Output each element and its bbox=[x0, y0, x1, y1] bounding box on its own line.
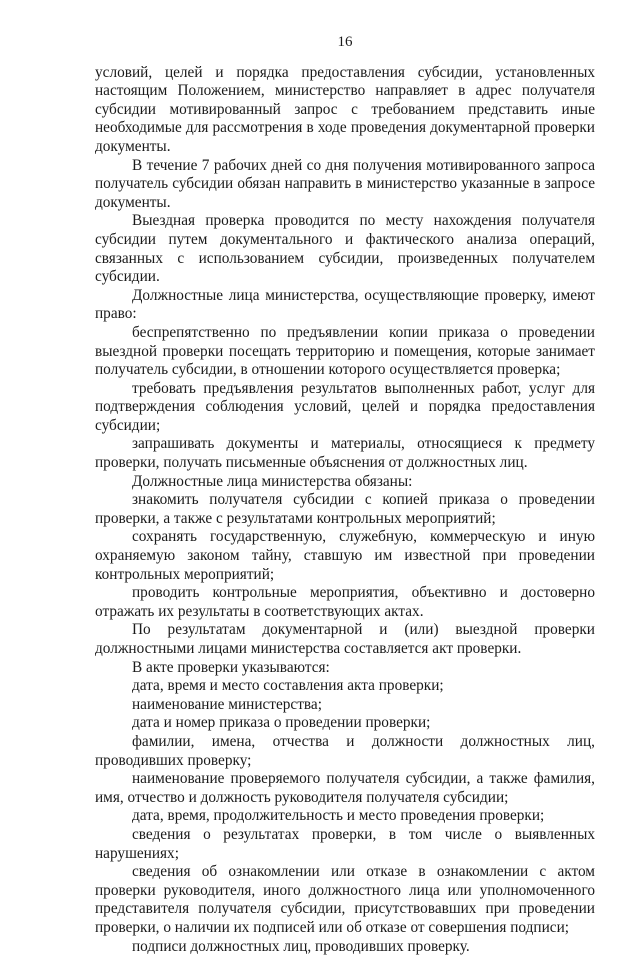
paragraph: проводить контрольные мероприятия, объективно и достоверно отражать их результаты в соответствующих актах. bbox=[95, 584, 595, 621]
page-number: 16 bbox=[95, 33, 595, 52]
paragraph: фамилии, имена, отчества и должности должностных лиц, проводивших проверку; bbox=[95, 733, 595, 770]
document-page bbox=[95, 33, 595, 956]
paragraph: дата и номер приказа о проведении проверки; bbox=[95, 714, 595, 733]
paragraph: наименование министерства; bbox=[95, 696, 595, 715]
paragraph: дата, время и место составления акта проверки; bbox=[95, 677, 595, 696]
paragraph: условий, целей и порядка предоставления субсидии, установленных настоящим Положением, министерство направляет в адрес получателя субсидии мотивированный запрос с требованием представить иные необходимые для рассмотрения в ходе проведения документарной проверки документы. bbox=[95, 64, 595, 157]
paragraph: подписи должностных лиц, проводивших проверку. bbox=[95, 938, 595, 956]
paragraph: В течение 7 рабочих дней со дня получения мотивированного запроса получатель субсидии обязан направить в министерство указанные в запросе документы. bbox=[95, 157, 595, 213]
paragraph: По результатам документарной и (или) выездной проверки должностными лицами министерства составляется акт проверки. bbox=[95, 621, 595, 658]
paragraph: знакомить получателя субсидии с копией приказа о проведении проверки, а также с результатами контрольных мероприятий; bbox=[95, 491, 595, 528]
paragraph: В акте проверки указываются: bbox=[95, 659, 595, 678]
paragraph: Должностные лица министерства обязаны: bbox=[95, 473, 595, 492]
paragraph: сведения о результатах проверки, в том числе о выявленных нарушениях; bbox=[95, 826, 595, 863]
paragraph: Выездная проверка проводится по месту нахождения получателя субсидии путем документального и фактического анализа операций, связанных с использованием субсидии, произведенных получателем субсидии. bbox=[95, 212, 595, 286]
paragraph: наименование проверяемого получателя субсидии, а также фамилия, имя, отчество и должность руководителя получателя субсидии; bbox=[95, 770, 595, 807]
paragraph: беспрепятственно по предъявлении копии приказа о проведении выездной проверки посещать территорию и помещения, которые занимает получатель субсидии, в отношении которого осуществляется проверка; bbox=[95, 324, 595, 380]
paragraph: запрашивать документы и материалы, относящиеся к предмету проверки, получать письменные объяснения от должностных лиц. bbox=[95, 435, 595, 472]
paragraph: дата, время, продолжительность и место проведения проверки; bbox=[95, 807, 595, 826]
document-body bbox=[95, 64, 595, 956]
paragraph: сохранять государственную, служебную, коммерческую и иную охраняемую законом тайну, ставшую им известной при проведении контрольных мероприятий; bbox=[95, 528, 595, 584]
paragraph: Должностные лица министерства, осуществляющие проверку, имеют право: bbox=[95, 287, 595, 324]
paragraph: сведения об ознакомлении или отказе в ознакомлении с актом проверки руководителя, иного должностного лица или уполномоченного представителя получателя субсидии, присутствовавших при проведении проверки, о наличии их подписей или об отказе от совершения подписи; bbox=[95, 863, 595, 937]
paragraph: требовать предъявления результатов выполненных работ, услуг для подтверждения соблюдения условий, целей и порядка предоставления субсидии; bbox=[95, 380, 595, 436]
